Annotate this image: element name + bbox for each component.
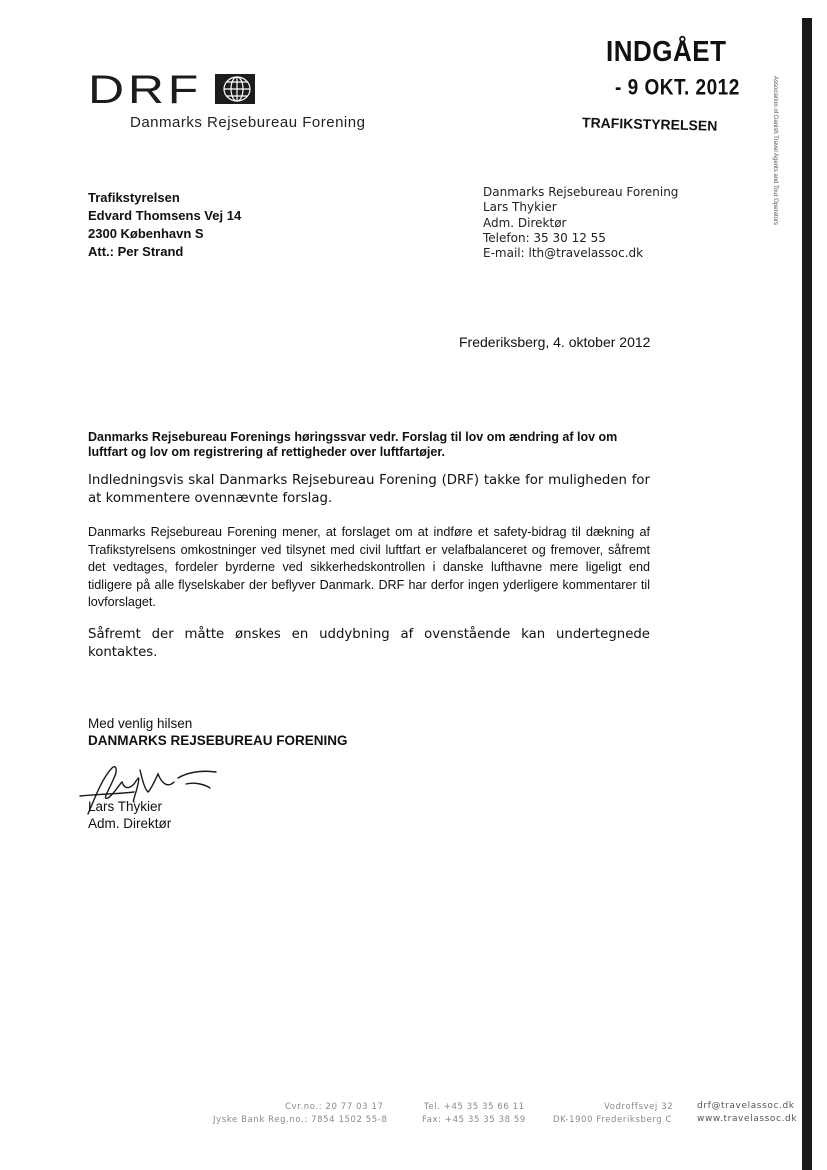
recipient-address <box>88 189 241 261</box>
footer-fax: Fax: +45 35 35 38 59 <box>422 1115 526 1125</box>
closing-org: DANMARKS REJSEBUREAU FORENING <box>88 733 348 748</box>
body-paragraph: Danmarks Rejsebureau Forening mener, at forslaget om at indføre et safety-bidrag til dækning af Trafikstyrelsens omkostninger ved tilsynet med civil luftfart er velafbalanceret og fremover, såfremt det vedtages, fordeler byrderne ved sikkerhedskontrollen i danske lufthavne mere ligeligt end tidligere på alle flyselskaber der beflyver Danmark. DRF har derfor ingen yderligere kommentarer til lovforslaget. <box>88 525 650 609</box>
stamp-office: TRAFIKSTYRELSEN <box>581 114 718 134</box>
sender-email: E-mail: lth@travelassoc.dk <box>483 246 644 261</box>
stamp-title: INDGÅET <box>606 34 727 68</box>
closing-greeting: Med venlig hilsen <box>88 716 193 731</box>
recipient-line: Att.: Per Strand <box>88 244 184 259</box>
org-name: Danmarks Rejsebureau Forening <box>130 114 366 131</box>
footer-email: drf@travelassoc.dk <box>697 1101 795 1111</box>
recipient-line: 2300 København S <box>88 226 204 241</box>
sender-line: Lars Thykier <box>483 200 557 215</box>
globe-logo-icon <box>215 74 255 104</box>
footer-street: Vodroffsvej 32 <box>604 1102 674 1112</box>
stamp-date: - 9 OKT. 2012 <box>615 76 740 101</box>
recipient-line: Trafikstyrelsen <box>88 190 180 205</box>
sender-line: Telefon: 35 30 12 55 <box>483 230 606 245</box>
vertical-tagline: Association of Danish Travel Agents and Tour Operators <box>772 76 778 225</box>
sender-block <box>483 185 678 261</box>
body-paragraph: Såfremt der måtte ønskes en uddybning af ovenstående kan undertegnede kontaktes. <box>88 627 650 660</box>
letter-date: Frederiksberg, 4. oktober 2012 <box>459 334 651 350</box>
footer-web: www.travelassoc.dk <box>697 1114 798 1124</box>
body-paragraph: Indledningsvis skal Danmarks Rejsebureau Forening (DRF) takke for muligheden for at kommentere ovennævnte forslag. <box>88 473 650 506</box>
sender-line: Adm. Direktør <box>483 215 567 230</box>
signer-name: Lars Thykier <box>88 799 163 814</box>
recipient-line: Edvard Thomsens Vej 14 <box>88 208 242 223</box>
footer-tel: Tel. +45 35 35 66 11 <box>424 1102 525 1112</box>
drf-logo-text: DRF <box>88 68 203 112</box>
signer-title: Adm. Direktør <box>88 816 172 831</box>
footer-bank: Jyske Bank Reg.no.: 7854 1502 55-8 <box>213 1115 388 1125</box>
sender-line: Danmarks Rejsebureau Forening <box>483 185 679 199</box>
letter-subject: Danmarks Rejsebureau Forenings høringssvar vedr. Forslag til lov om ændring af lov om luftfart og lov om registrering af rettigheder over luftfartøjer. <box>88 430 618 459</box>
footer-cvr: Cvr.no.: 20 77 03 17 <box>285 1102 384 1112</box>
scan-edge-bar <box>802 18 812 1170</box>
footer-city: DK-1900 Frederiksberg C <box>553 1115 673 1125</box>
